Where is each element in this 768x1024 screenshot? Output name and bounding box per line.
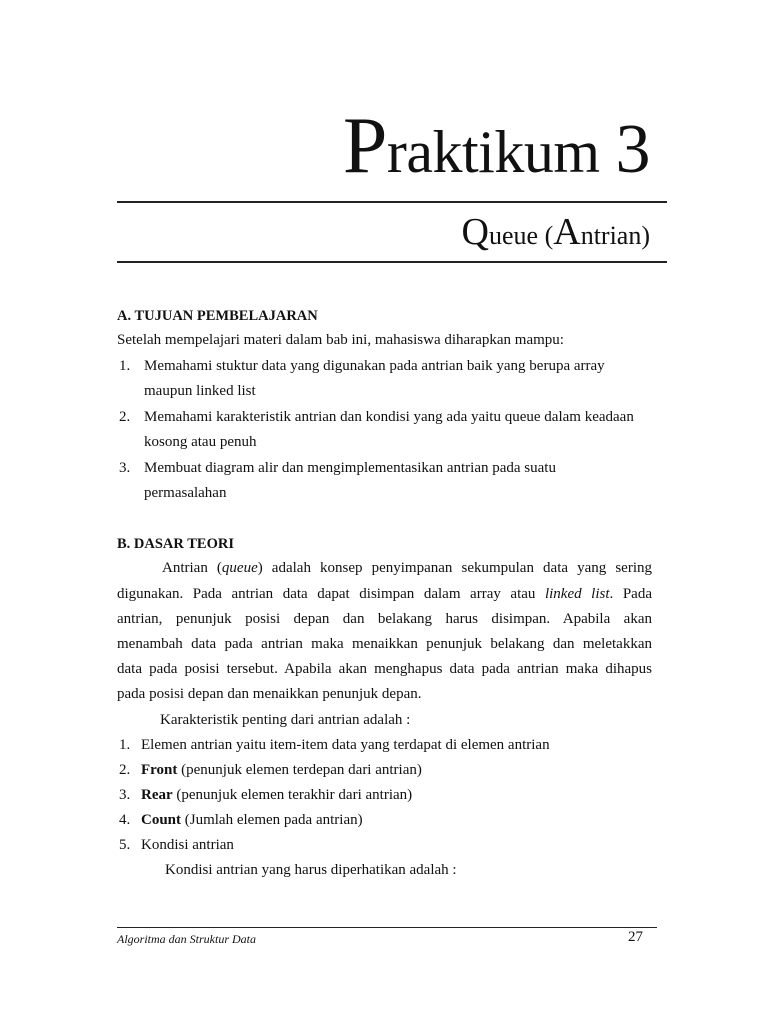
list-item-text: [141, 809, 363, 831]
footer-rule: [117, 927, 657, 928]
section-b-heading: B. DASAR TEORI: [117, 536, 234, 552]
list-item-rest: (penunjuk elemen terdepan dari antrian): [177, 762, 422, 778]
text-run: . Pada: [609, 586, 652, 602]
paragraph-line: pada posisi depan dan menaikkan penunjuk depan.: [117, 686, 422, 702]
paragraph-line: Karakteristik penting dari antrian adalah :: [160, 712, 411, 728]
list-item-number: 5.: [119, 837, 131, 853]
page-number: 27: [628, 929, 643, 945]
list-item-text: [141, 734, 550, 756]
title-rule-bottom: [117, 261, 667, 263]
paragraph-line: antrian, penunjuk posisi depan dan belakang harus disimpan. Apabila akan: [117, 611, 652, 627]
list-item-text-continued: maupun linked list: [144, 383, 256, 399]
list-item-number: 2.: [119, 409, 131, 425]
list-item-number: 1.: [119, 358, 131, 374]
paragraph-line: menambah data pada antrian maka menaikkan penunjuk belakang dan meletakkan: [117, 636, 652, 652]
subtitle-cap-q: Q: [461, 211, 489, 253]
chapter-number: 3: [615, 111, 650, 188]
text-run: Antrian (: [162, 560, 222, 576]
list-item-bold: Front: [141, 762, 178, 778]
section-a-heading: A. TUJUAN PEMBELAJARAN: [117, 308, 318, 324]
chapter-subtitle: [462, 212, 650, 256]
chapter-title-initial: P: [342, 102, 387, 190]
paragraph-line: [117, 583, 652, 605]
chapter-title-rest: raktikum: [386, 119, 600, 185]
list-item-bold: Count: [141, 812, 182, 828]
list-item-text: Membuat diagram alir dan mengimplementasikan antrian pada suatu: [144, 460, 556, 476]
list-item-rest: (Jumlah elemen pada antrian): [181, 812, 363, 828]
subtitle-part-1: ueue (: [488, 221, 554, 250]
italic-term: queue: [221, 560, 258, 576]
list-item-text: [141, 759, 422, 781]
list-item-number: 2.: [119, 762, 131, 778]
list-item-text: [141, 784, 412, 806]
list-item-text-continued: kosong atau penuh: [144, 434, 257, 450]
paragraph-line: [162, 557, 652, 579]
list-item-rest: Elemen antrian yaitu item-item data yang terdapat di elemen antrian: [141, 737, 550, 753]
list-item-text: [141, 834, 234, 856]
paragraph-line: Kondisi antrian yang harus diperhatikan adalah :: [165, 862, 457, 878]
text-run: digunakan. Pada antrian data dapat disimpan dalam array atau: [117, 586, 545, 602]
list-item-number: 3.: [119, 787, 131, 803]
list-item-text: Memahami stuktur data yang digunakan pada antrian baik yang berupa array: [144, 358, 605, 374]
title-rule-top: [117, 201, 667, 203]
list-item-number: 1.: [119, 737, 131, 753]
list-item-bold: Rear: [141, 787, 173, 803]
text-run: ) adalah konsep penyimpanan sekumpulan data yang sering: [257, 560, 652, 576]
italic-term: linked list: [544, 586, 610, 602]
footer-book-title: Algoritma dan Struktur Data: [117, 932, 257, 946]
section-a-intro: Setelah mempelajari materi dalam bab ini, mahasiswa diharapkan mampu:: [117, 332, 564, 348]
chapter-title: [342, 102, 650, 192]
subtitle-part-2: ntrian): [580, 221, 650, 250]
list-item-text: Memahami karakteristik antrian dan kondisi yang ada yaitu queue dalam keadaan: [144, 409, 634, 425]
paragraph-line: data pada posisi tersebut. Apabila akan menghapus data pada antrian maka dihapus: [117, 661, 652, 677]
subtitle-cap-a: A: [553, 211, 581, 253]
list-item-number: 4.: [119, 812, 131, 828]
list-item-rest: (penunjuk elemen terakhir dari antrian): [172, 787, 413, 803]
list-item-rest: Kondisi antrian: [141, 837, 234, 853]
list-item-text-continued: permasalahan: [144, 485, 227, 501]
list-item-number: 3.: [119, 460, 131, 476]
